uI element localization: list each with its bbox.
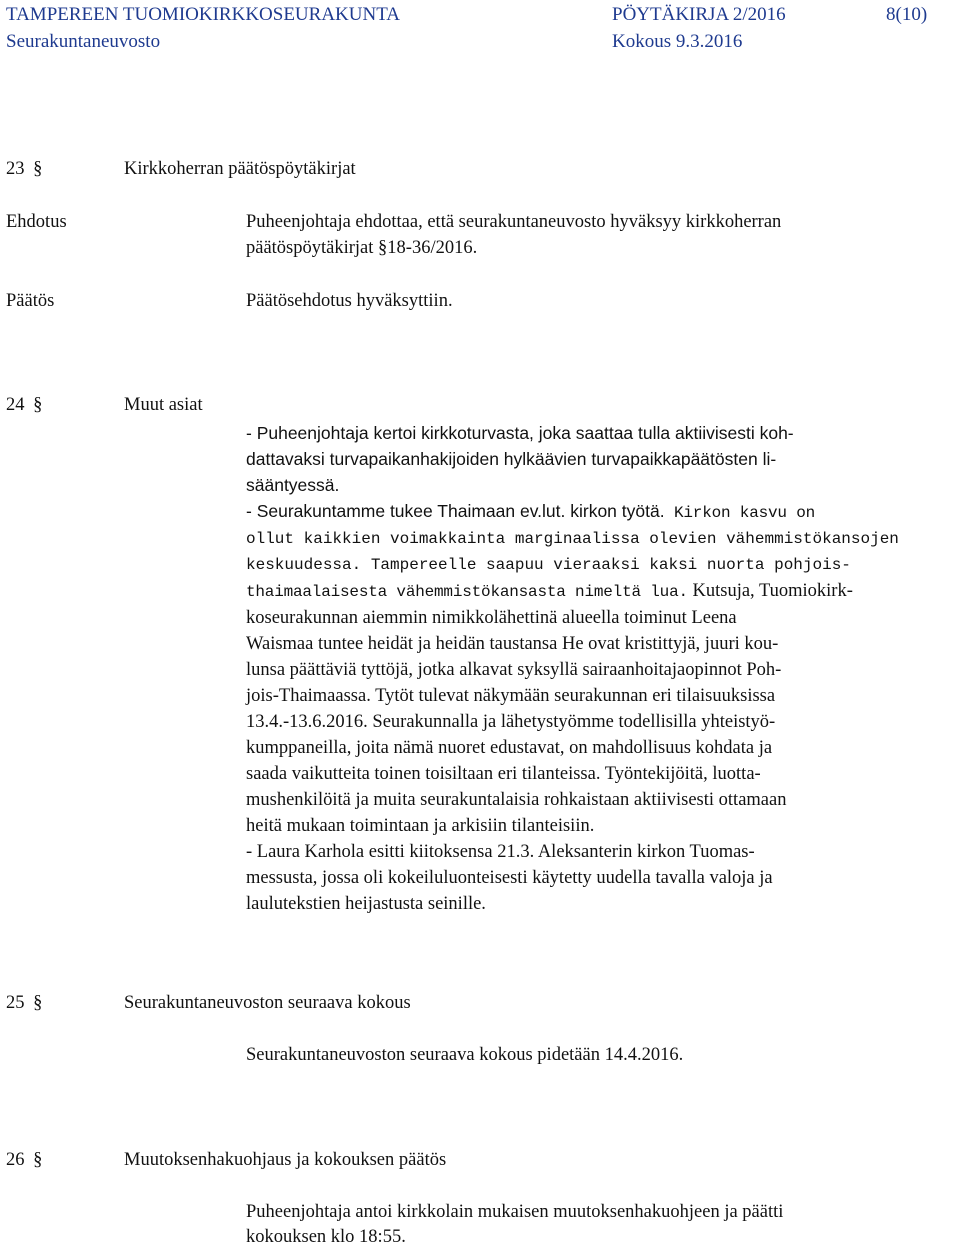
section-num: 23 <box>6 159 25 179</box>
s24-line: - Puheenjohtaja kertoi kirkkoturvasta, joka saattaa tulla aktiivisesti koh- <box>246 423 794 443</box>
section-sign: § <box>33 159 43 179</box>
s24-line: - Laura Karhola esitti kiitoksensa 21.3. Aleksanterin kirkon Tuomas- <box>246 842 755 862</box>
s24-line: dattavaksi turvapaikanhakijoiden hylkäävien turvapaikkapäätösten li- <box>246 449 777 469</box>
section23-decision-text: Päätösehdotus hyväksyttiin. <box>246 291 453 311</box>
s24-line: messusta, jossa oli kokeiluluonteisesti käytetty uudella tavalla valoja ja <box>246 868 773 888</box>
s24-line: keskuudessa. Tampereelle saapuu vieraaksi kaksi nuorta pohjois- <box>246 556 851 574</box>
s24-line: heitä mukaan toimintaan ja arkisiin tilanteisiin. <box>246 816 595 836</box>
s24-text: - Seurakuntamme tukee Thaimaan ev.lut. kirkon työtä. <box>246 501 665 521</box>
section-sign: § <box>33 1150 43 1170</box>
header-body: Seurakuntaneuvosto <box>6 31 161 52</box>
header-org: TAMPEREEN TUOMIOKIRKKOSEURAKUNTA <box>6 4 401 25</box>
section-num: 26 <box>6 1150 25 1170</box>
s24-text: Kirkon kasvu on <box>664 504 816 522</box>
s24-line: 13.4.-13.6.2016. Seurakunnalla ja lähetystyömme todellisilla yhteistyö- <box>246 712 776 732</box>
s24-line: lunsa päättäviä tyttöjä, jotka alkavat syksyllä sairaanhoitajaopinnot Poh- <box>246 660 782 680</box>
section25-text: Seurakuntaneuvoston seuraava kokous pidetään 14.4.2016. <box>246 1045 684 1065</box>
s24-text: Kutsuja, Tuomiokirk- <box>687 581 853 601</box>
s24-line: kumppaneilla, joita nämä nuoret edustavat, on mahdollisuus kohdata ja <box>246 738 773 758</box>
section23-number <box>6 159 42 180</box>
section23-title: Kirkkoherran päätöspöytäkirjat <box>124 159 356 179</box>
section23-proposal-line1: Puheenjohtaja ehdottaa, että seurakuntaneuvosto hyväksyy kirkkoherran <box>246 212 782 232</box>
section26-title: Muutoksenhakuohjaus ja kokouksen päätös <box>124 1150 447 1170</box>
s24-line: laulutekstien heijastusta seinille. <box>246 894 486 914</box>
s24-text: thaimaalaisesta vähemmistökansasta nimeltä lua. <box>246 583 688 601</box>
header-doc: PÖYTÄKIRJA 2/2016 <box>612 4 786 25</box>
s24-line: ollut kaikkien voimakkainta marginaalissa olevien vähemmistökansojen <box>246 530 899 548</box>
section-sign: § <box>33 993 43 1013</box>
header-meeting: Kokous 9.3.2016 <box>612 31 743 52</box>
section-sign: § <box>33 395 43 415</box>
section25-number <box>6 993 42 1014</box>
section24-title: Muut asiat <box>124 395 203 415</box>
section-num: 25 <box>6 993 25 1013</box>
section23-proposal-label: Ehdotus <box>6 212 67 232</box>
section26-line2: kokouksen klo 18:55. <box>246 1227 406 1247</box>
s24-line: jois-Thaimaassa. Tytöt tulevat näkymään seurakunnan eri tilaisuuksissa <box>246 686 776 706</box>
section25-title: Seurakuntaneuvoston seuraava kokous <box>124 993 411 1013</box>
section23-proposal-line2: päätöspöytäkirjat §18-36/2016. <box>246 238 478 258</box>
section24-number <box>6 395 42 416</box>
section23-decision-label: Päätös <box>6 291 55 311</box>
s24-line: saada vaikutteita toinen toisiltaan eri tilanteissa. Työntekijöitä, luotta- <box>246 764 761 784</box>
section26-number <box>6 1150 42 1171</box>
s24-line: koseurakunnan aiemmin nimikkolähettinä alueella toiminut Leena <box>246 608 737 628</box>
header-page: 8(10) <box>886 4 928 25</box>
s24-line <box>246 578 946 605</box>
s24-line <box>246 498 946 526</box>
section24-body <box>246 420 946 917</box>
section26-line1: Puheenjohtaja antoi kirkkolain mukaisen muutoksenhakuohjeen ja päätti <box>246 1202 784 1222</box>
s24-line: sääntyessä. <box>246 475 340 495</box>
s24-line: mushenkilöitä ja muita seurakuntalaisia rohkaistaan aktiivisesti ottamaan <box>246 790 787 810</box>
s24-line: Waismaa tuntee heidät ja heidän taustansa He ovat kristittyjä, juuri kou- <box>246 634 779 654</box>
section-num: 24 <box>6 395 25 415</box>
